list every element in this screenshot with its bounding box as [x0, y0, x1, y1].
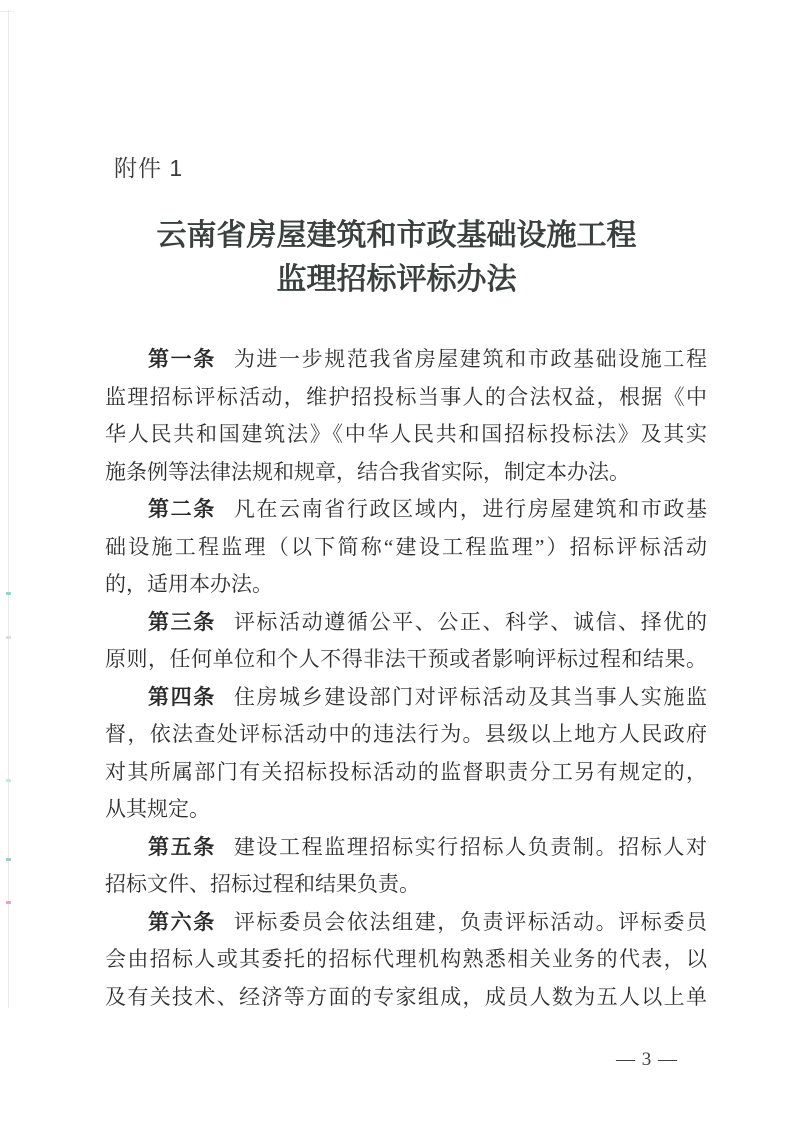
text-line: 第五条 建设工程监理招标实行招标人负责制。招标人对 — [148, 834, 707, 859]
text-line: 的，适用本办法。 — [105, 572, 273, 596]
article-paragraph — [105, 679, 707, 829]
article-label: 第一条 — [148, 348, 216, 371]
text-line: 从其规定。 — [105, 797, 210, 821]
document-title-line-1: 云南省房屋建筑和市政基础设施工程 — [156, 219, 637, 252]
article-label: 第二条 — [148, 498, 216, 521]
document-body — [105, 341, 707, 1016]
article-label: 第五条 — [148, 835, 216, 859]
scan-tick-artifact — [6, 901, 11, 904]
article-label: 第六条 — [148, 910, 216, 934]
article-paragraph — [105, 341, 707, 491]
text-line: 第四条 住房城乡建设部门对评标活动及其当事人实施监 — [148, 684, 707, 709]
document-title — [0, 214, 793, 302]
text-line: 第二条 凡在云南省行政区域内，进行房屋建筑和市政基 — [148, 497, 707, 521]
text-line: 及有关技术、经济等方面的专家组成，成员人数为五人以上单 — [105, 984, 707, 1009]
scan-tick-artifact — [6, 636, 11, 639]
text-line: 招标文件、招标过程和结果负责。 — [105, 872, 420, 896]
text-line: 第三条 评标活动遵循公平、公正、科学、诚信、择优的 — [148, 609, 707, 634]
scan-tick-artifact — [6, 779, 11, 782]
text-line: 会由招标人或其委托的招标代理机构熟悉相关业务的代表，以 — [105, 947, 707, 971]
text-line: 原则，任何单位和个人不得非法干预或者影响评标过程和结果。 — [105, 647, 707, 671]
text-line: 第一条 为进一步规范我省房屋建筑和市政基础设施工程 — [148, 347, 707, 371]
text-line: 第六条 评标委员会依法组建，负责评标活动。评标委员 — [148, 909, 707, 934]
scan-top-edge-artifact — [0, 11, 14, 12]
article-paragraph — [105, 604, 707, 679]
article-paragraph — [105, 904, 707, 1017]
article-paragraph — [105, 491, 707, 604]
article-label: 第四条 — [148, 685, 216, 709]
text-line: 施条例等法律法规和规章，结合我省实际，制定本办法。 — [105, 459, 630, 484]
article-label: 第三条 — [148, 610, 216, 634]
text-line: 对其所属部门有关招标投标活动的监督职责分工另有规定的， — [105, 759, 707, 784]
text-line: 监理招标评标活动，维护招投标当事人的合法权益，根据《中 — [105, 384, 707, 409]
scan-tick-artifact — [6, 858, 11, 861]
attachment-label: 附件 1 — [114, 155, 184, 181]
text-line: 华人民共和国建筑法》《中华人民共和国招标投标法》及其实 — [105, 422, 707, 446]
document-title-line-2: 监理招标评标办法 — [276, 263, 517, 296]
text-line: 督，依法查处评标活动中的违法行为。县级以上地方人民政府 — [105, 722, 707, 746]
article-paragraph — [105, 829, 707, 904]
scan-tick-artifact — [6, 592, 11, 595]
text-line: 础设施工程监理（以下简称“建设工程监理”）招标评标活动 — [105, 534, 707, 559]
page-number: — 3 — — [616, 1049, 678, 1070]
